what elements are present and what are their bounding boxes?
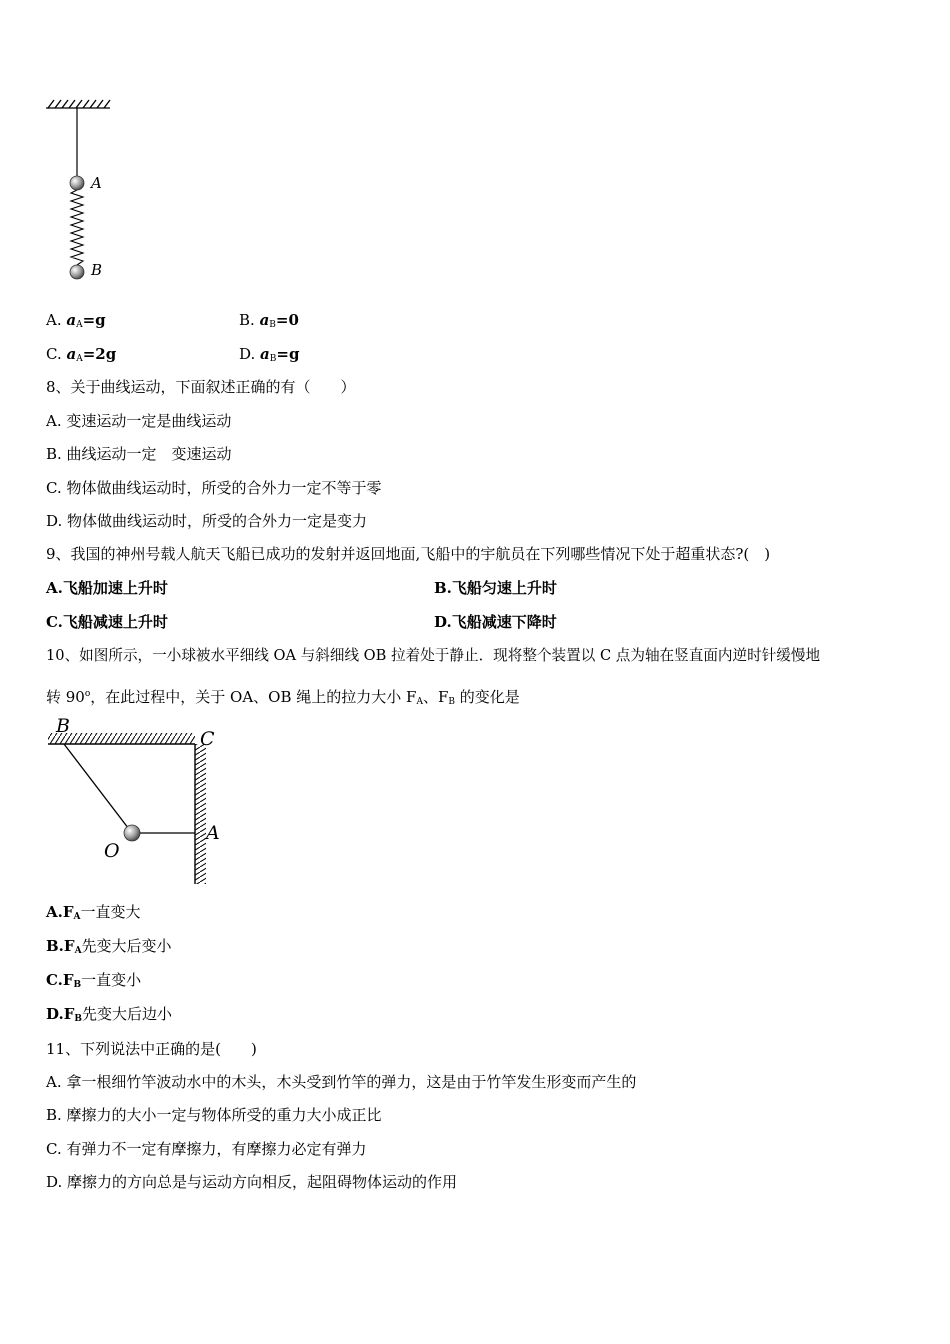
q11-option-d: D. 摩擦力的方向总是与运动方向相反，起阻碍物体运动的作用 <box>46 1173 458 1191</box>
ball-a <box>70 176 84 190</box>
rope-ob <box>64 744 132 833</box>
label-o: O <box>104 840 120 862</box>
q11-option-b: B. 摩擦力的大小一定与物体所受的重力大小成正比 <box>46 1106 382 1124</box>
q7-option-a: A. $a_A=g$ <box>46 311 106 330</box>
q9-option-b: B.飞船匀速上升时 <box>434 579 557 597</box>
q11-option-a: A. 拿一根细竹竿波动水中的木头，木头受到竹竿的弹力，这是由于竹竿发生形变而产生的 <box>46 1073 637 1091</box>
wall-hatch <box>195 744 206 884</box>
q11-option-c: C. 有弹力不一定有摩擦力，有摩擦力必定有弹力 <box>46 1140 367 1158</box>
label-c: C <box>200 728 215 750</box>
q7-option-c: C. $a_A=2g$ <box>46 345 117 364</box>
q10-option-a: $A.F_A$一直变大 <box>46 903 141 922</box>
ball-b <box>70 265 84 279</box>
ceiling-hatch <box>46 100 110 108</box>
q9-option-d: D.飞船减速下降时 <box>434 613 557 631</box>
q8-option-a: A. 变速运动一定是曲线运动 <box>46 412 232 430</box>
q7-option-d: D. $a_B=g$ <box>239 345 300 364</box>
q10-option-d: $D.F_B$先变大后边小 <box>46 1005 172 1024</box>
q8-option-d: D. 物体做曲线运动时，所受的合外力一定是变力 <box>46 512 368 530</box>
spring-figure <box>40 95 120 285</box>
q10-option-c: $C.F_B$一直变小 <box>46 971 142 990</box>
q9-option-a: A.飞船加速上升时 <box>46 579 168 597</box>
label-a: A <box>91 174 102 192</box>
ball-o <box>124 825 140 841</box>
rope-figure <box>40 712 240 892</box>
q10-stem-line1: 10、如图所示，一小球被水平细线 OA 与斜细线 OB 拉着处于静止．现将整个装置以 C 点为轴在竖直面内逆时针缓慢地 <box>46 647 821 664</box>
label-a: A <box>206 822 220 844</box>
q8-stem: 8、关于曲线运动，下面叙述正确的有（ ） <box>46 378 356 396</box>
q9-stem: 9、我国的神州号载人航天飞船已成功的发射并返回地面,飞船中的宇航员在下列哪些情况下处于超重状态?( ) <box>46 545 771 563</box>
q11-stem: 11、下列说法中正确的是( ) <box>46 1040 257 1058</box>
q10-stem-line2: 转 90$^o$，在此过程中，关于 OA、OB 绳上的拉力大小 $F_A$、$F_B$ 的变化是 <box>46 688 520 707</box>
label-b: B <box>56 715 70 737</box>
spring <box>71 190 83 265</box>
q10-option-b: $B.F_A$先变大后变小 <box>46 937 172 956</box>
q8-option-c: C. 物体做曲线运动时，所受的合外力一定不等于零 <box>46 479 382 497</box>
q9-option-c: C.飞船减速上升时 <box>46 613 168 631</box>
label-b: B <box>91 261 103 279</box>
q8-option-b: B. 曲线运动一定 变速运动 <box>46 445 232 463</box>
q7-option-b: B. $a_B=0$ <box>239 311 299 330</box>
ceiling-hatch <box>48 733 195 744</box>
